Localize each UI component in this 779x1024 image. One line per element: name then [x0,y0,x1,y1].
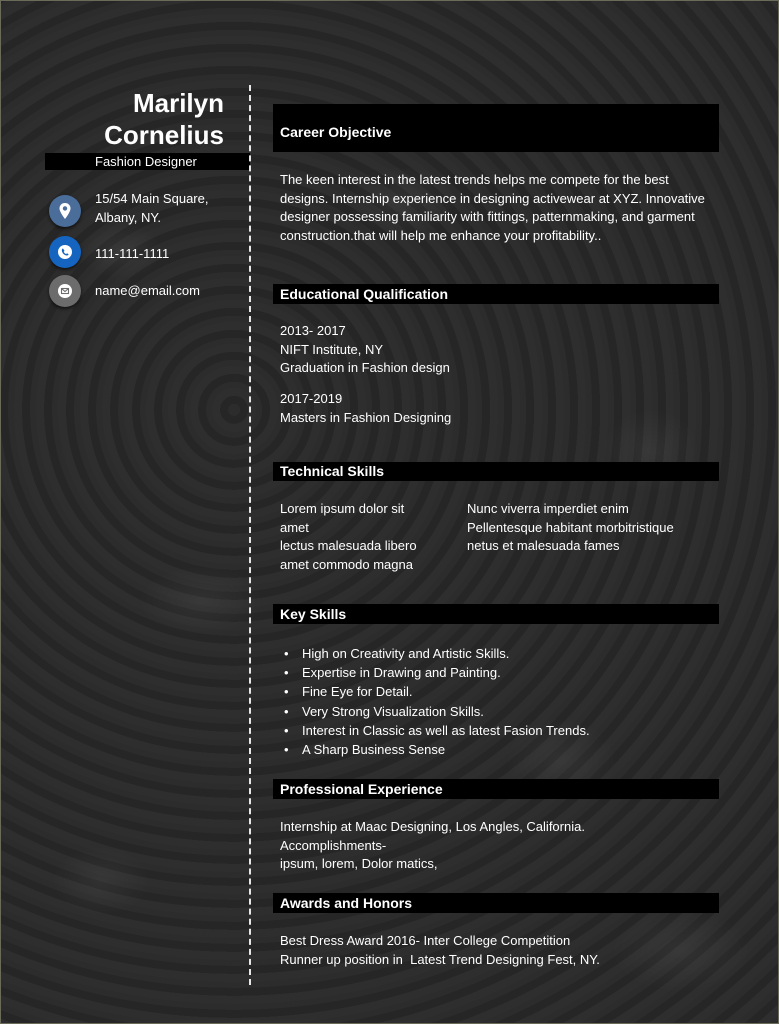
list-item: • Fine Eye for Detail. [280,682,590,701]
address-line-1: 15/54 Main Square, [95,191,209,206]
career-objective-text: The keen interest in the latest trends helps me compete for the best designs. Internship experience in designing activewear at XYZ. Innovative designer possessing familiarity with fittings, patternmaking, and garment construction.that will help me enhance your profitability.. [280,172,705,243]
education-degree: Graduation in Fashion design [280,360,450,375]
list-item: • A Sharp Business Sense [280,740,590,759]
technical-skill-line: lectus malesuada libero [280,538,417,553]
list-item: • Expertise in Drawing and Painting. [280,663,590,682]
education-entry-1 [280,322,720,378]
experience-line: Accomplishments- [280,837,387,853]
technical-skill-line: netus et malesuada fames [467,538,620,553]
list-item: • High on Creativity and Artistic Skills. [280,644,590,663]
list-item: • Interest in Classic as well as latest Fasion Trends. [280,721,590,740]
experience-line: Internship at Maac Designing, Los Angles, California. [280,819,585,834]
education-years: 2013- 2017 [280,323,346,338]
name-first: Marilyn [132,88,224,118]
phone-icon [49,236,81,268]
phone-text: 111-111-1111 [95,246,170,261]
technical-skill-line: Nunc viverra imperdiet enim [467,501,629,516]
technical-skill-line: amet commodo magna [280,556,413,572]
education-years: 2017-2019 [280,391,343,406]
address-line-2: Albany, NY. [95,210,162,225]
experience-line: ipsum, lorem, Dolor matics, [280,856,438,871]
award-line: Best Dress Award 2016- Inter College Competition [280,933,571,948]
location-pin-icon [49,195,81,227]
technical-skill-line: Lorem ipsum dolor sit [280,501,405,516]
candidate-name [104,87,224,151]
address-text [95,189,208,227]
section-technical-skills: Technical Skills [273,462,719,481]
list-item: • Very Strong Visualization Skills. [280,702,590,721]
email-icon [49,275,81,307]
technical-skill-line: Pellentesque habitant morbitristique [467,519,674,535]
role-title: Fashion Designer [45,153,250,170]
section-professional-experience: Professional Experience [273,779,719,799]
awards-text [280,932,720,969]
technical-skills-col-1 [280,500,417,574]
award-line: Runner up position in Latest Trend Designing Fest, NY. [280,951,600,967]
key-skills-list [280,644,590,759]
name-last: Cornelius [104,120,224,150]
section-awards: Awards and Honors [273,893,719,913]
column-divider [249,85,251,985]
section-education: Educational Qualification [273,284,719,304]
section-career-objective: Career Objective [273,104,719,152]
technical-skill-line: amet [280,519,309,535]
education-institute: NIFT Institute, NY [280,341,384,357]
section-key-skills: Key Skills [273,604,719,624]
experience-text [280,818,720,874]
education-degree: Masters in Fashion Designing [280,409,452,425]
education-entry-2 [280,390,720,427]
email-text: name@email.com [95,283,200,298]
technical-skills-col-2 [467,500,674,556]
